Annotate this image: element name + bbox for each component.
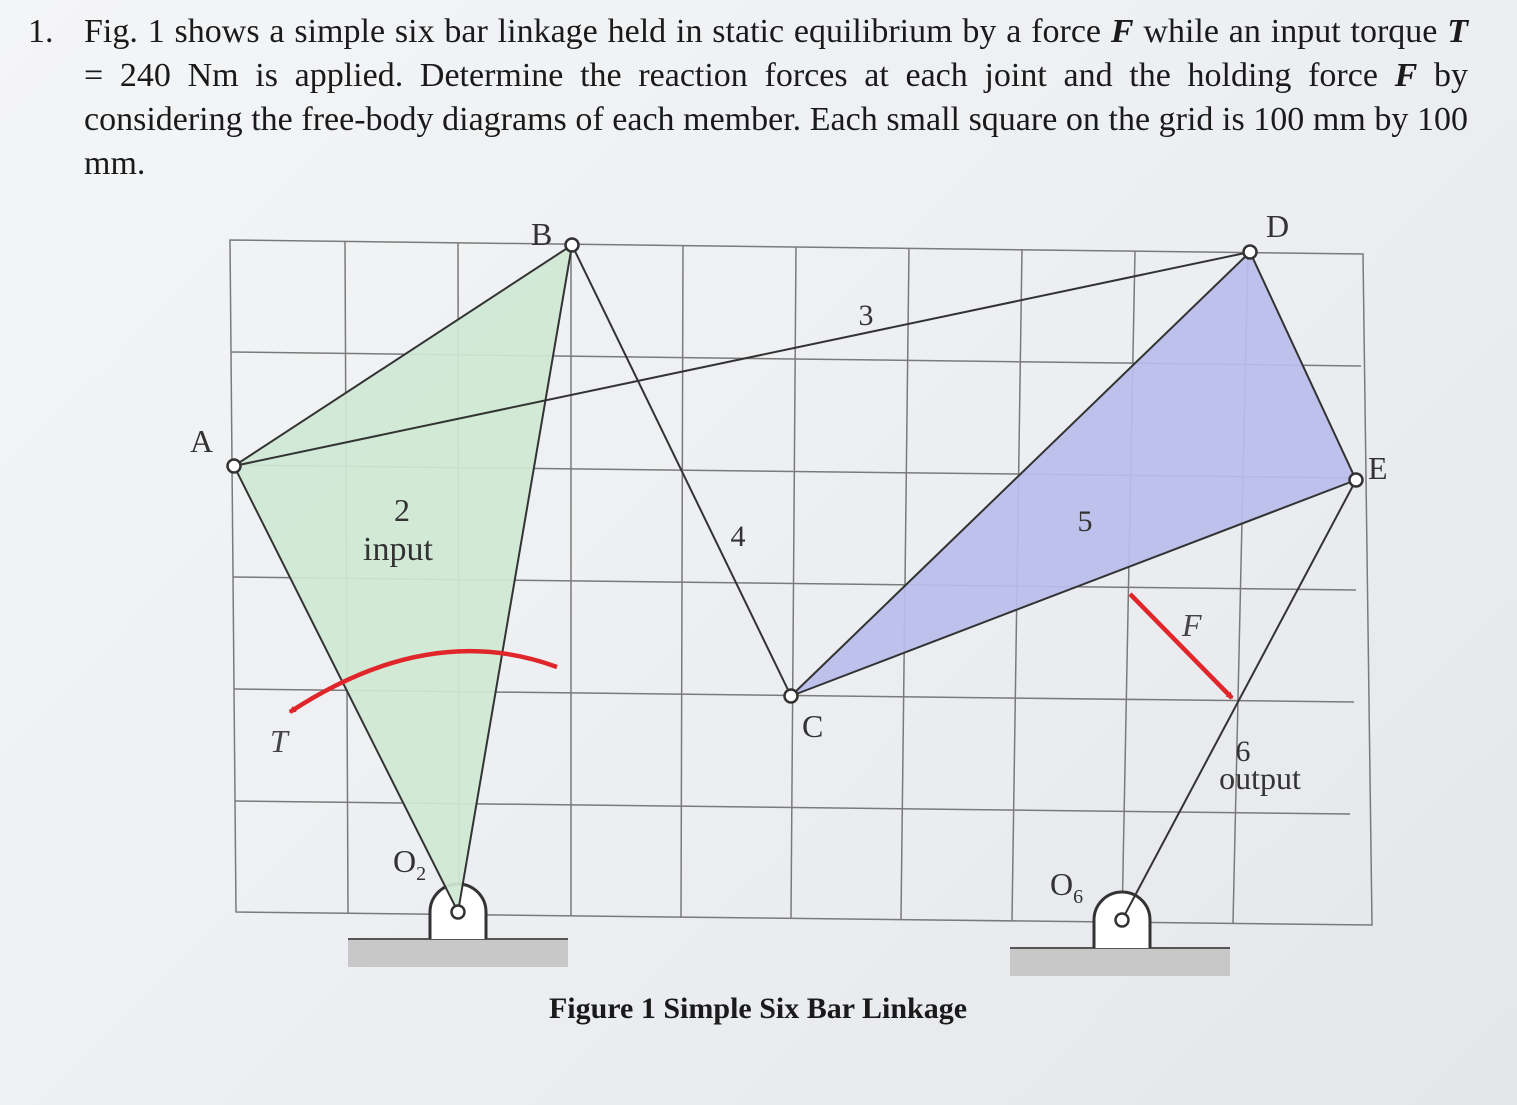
grid-line <box>1122 251 1135 922</box>
label-link-6-name: output <box>1219 760 1301 796</box>
label-torque: T <box>270 723 288 759</box>
label-link-6-number: 6 <box>1235 735 1251 768</box>
label-pivot-o6-sub: 6 <box>1073 886 1084 908</box>
label-pivot-o2-main: O <box>393 843 417 879</box>
label-joint-a: A <box>190 423 214 459</box>
force-variable: F <box>1110 13 1134 50</box>
joint-e <box>1350 474 1363 487</box>
joint-o2 <box>452 906 465 919</box>
label-link-2-number: 2 <box>394 492 410 528</box>
ground-o2 <box>348 939 568 967</box>
link-5 <box>791 252 1356 696</box>
joint-a <box>228 460 241 473</box>
problem-text-part: Fig. 1 shows a simple six bar linkage held in static equilibrium by a force <box>84 13 1111 50</box>
label-pivot-o2 <box>393 843 426 885</box>
joint-c <box>785 690 798 703</box>
label-joint-b: B <box>531 216 553 252</box>
label-pivot-o2-sub: 2 <box>416 863 427 885</box>
problem-text-part: = 240 Nm is applied. Determine the reaction forces at each joint and the holding force <box>84 57 1395 94</box>
label-link-4-number: 4 <box>730 520 746 553</box>
label-joint-c: C <box>802 708 824 744</box>
joint-d <box>1244 246 1257 259</box>
label-link-3-number: 3 <box>858 299 874 332</box>
problem-text-part: while an input torque <box>1133 13 1448 50</box>
label-link-5-number: 5 <box>1077 505 1093 538</box>
label-joint-e: E <box>1368 450 1388 486</box>
problem-text-part: by considering the free-body diagrams of each member. Each small square on the grid is 100 mm by 100 mm. <box>84 57 1468 182</box>
problem-number: 1. <box>28 13 54 50</box>
joint-b <box>566 239 579 252</box>
ground-o6 <box>1010 948 1230 976</box>
label-link-2-name: input <box>363 531 433 568</box>
link-2-input <box>234 245 572 912</box>
joint-o6 <box>1116 914 1129 927</box>
grid-line <box>681 245 683 917</box>
label-pivot-o6-main: O <box>1050 866 1074 902</box>
force-arrow <box>1130 594 1232 698</box>
torque-variable: T <box>1447 13 1468 50</box>
label-pivot-o6 <box>1050 866 1083 908</box>
label-joint-d: D <box>1266 208 1290 244</box>
force-variable: F <box>1394 57 1418 94</box>
figure-caption: Figure 1 Simple Six Bar Linkage <box>548 992 968 1025</box>
label-force: F <box>1182 607 1202 643</box>
